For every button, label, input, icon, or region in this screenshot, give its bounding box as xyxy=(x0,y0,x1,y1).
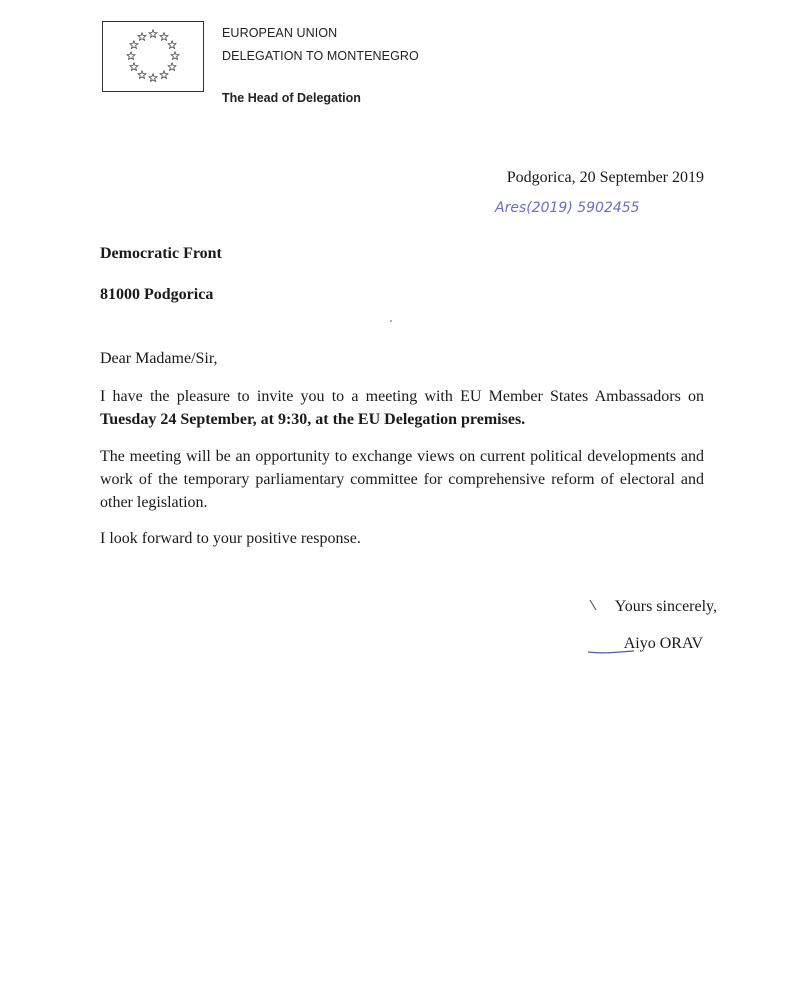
eu-flag-logo xyxy=(102,21,204,92)
flag-star xyxy=(149,74,157,82)
org-line-2: DELEGATION TO MONTENEGRO xyxy=(222,49,419,63)
organization-name xyxy=(222,22,419,68)
flag-star xyxy=(160,71,168,79)
salutation: Dear Madame/Sir, xyxy=(100,350,218,367)
flag-star xyxy=(138,71,146,79)
invitation-paragraph xyxy=(100,385,704,431)
purpose-paragraph: The meeting will be an opportunity to exchange views on current political developments and work of the temporary parliamentary committee for comprehensive reform of electoral and other legislation. xyxy=(100,448,704,511)
recipient-city: 81000 Podgorica xyxy=(100,286,214,303)
flag-star xyxy=(130,63,138,71)
scan-speck xyxy=(390,320,392,322)
handwritten-reference-note xyxy=(493,195,643,219)
recipient-name: Democratic Front xyxy=(100,245,222,262)
org-line-1: EUROPEAN UNION xyxy=(222,26,338,40)
flag-star xyxy=(127,52,135,60)
eu-flag-stars-icon xyxy=(103,22,203,91)
signer-name: Aiyo ORAV xyxy=(623,635,703,652)
flag-star xyxy=(160,33,168,41)
signature-mark xyxy=(586,596,636,656)
meeting-details: Tuesday 24 September, at 9:30, at the EU Delegation premises. xyxy=(100,411,526,428)
handwritten-reference-text: Ares(2019) 5902455 xyxy=(495,200,640,216)
flag-star xyxy=(149,30,157,38)
letter-date: Podgorica, 20 September 2019 xyxy=(506,169,704,186)
flag-star xyxy=(168,41,176,49)
complimentary-close: Yours sincerely, xyxy=(614,598,717,615)
invitation-text: I have the pleasure to invite you to a meeting with EU Member States Ambassadors on xyxy=(100,388,704,405)
closing-paragraph: I look forward to your positive response. xyxy=(100,530,361,547)
flag-star xyxy=(138,33,146,41)
flag-star xyxy=(130,41,138,49)
head-of-delegation-title: The Head of Delegation xyxy=(222,91,361,105)
flag-star xyxy=(171,52,179,60)
flag-star xyxy=(168,63,176,71)
